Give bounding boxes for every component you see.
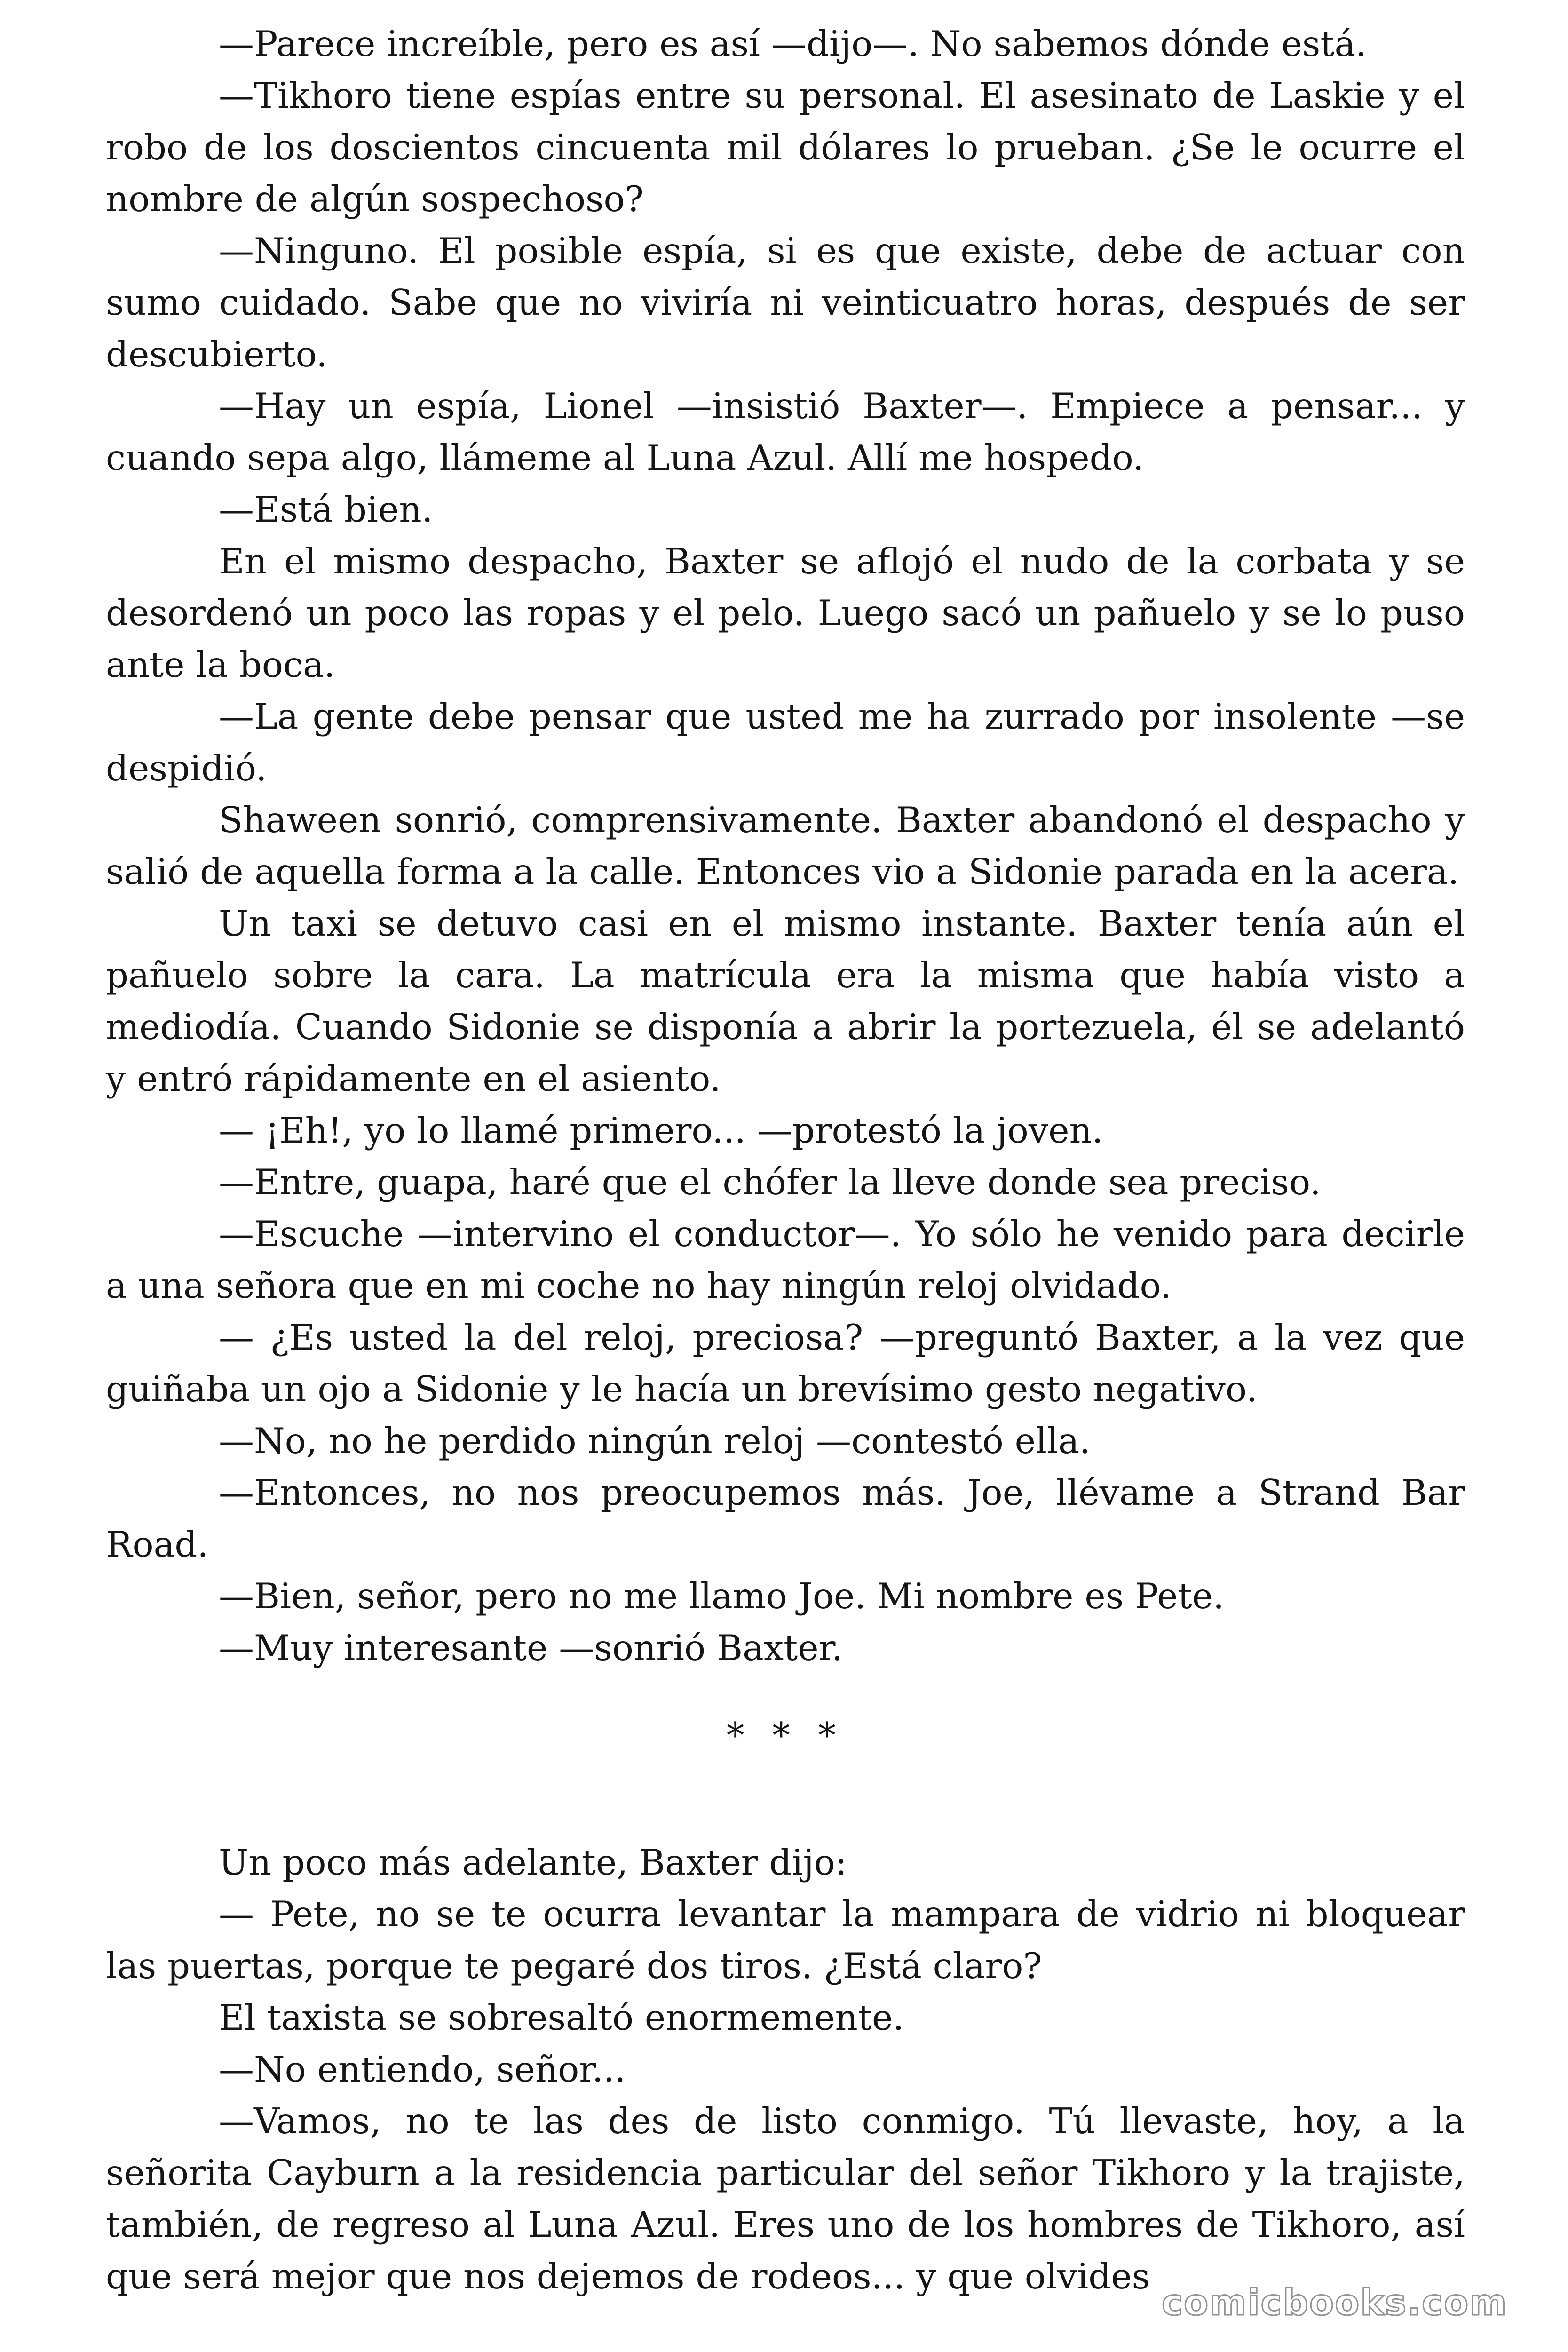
book-page (106, 18, 1465, 2302)
paragraph-19: — Pete, no se te ocurra levantar la mampara de vidrio ni bloquear las puertas, porque te pegaré dos tiros. ¿Está claro? (106, 1893, 1465, 1986)
paragraph-7: —La gente debe pensar que usted me ha zurrado por insolente —se despidió. (106, 696, 1465, 789)
paragraph-3: —Ninguno. El posible espía, si es que existe, debe de actuar con sumo cuidado. Sabe que no viviría ni veinticuatro horas, después de ser descubierto. (106, 230, 1465, 375)
paragraph-12: —Escuche —intervino el conductor—. Yo sólo he venido para decirle a una señora que en mi coche no hay ningún reloj olvidado. (106, 1213, 1465, 1306)
paragraph-14: —No, no he perdido ningún reloj —contestó ella. (219, 1420, 1091, 1462)
paragraph-20: El taxista se sobresaltó enormemente. (219, 1997, 904, 2038)
paragraph-9: Un taxi se detuvo casi en el mismo instante. Baxter tenía aún el pañuelo sobre la cara. La matrícula era la misma que había visto a mediodía. Cuando Sidonie se disponía a abrir la portezuela, él se adelantó y entró rápidamente en el asiento. (106, 903, 1465, 1099)
paragraph-6: En el mismo despacho, Baxter se aflojó el nudo de la corbata y se desordenó un poco las ropas y el pelo. Luego sacó un pañuelo y se lo puso ante la boca. (106, 540, 1465, 685)
paragraph-16: —Bien, señor, pero no me llamo Joe. Mi nombre es Pete. (219, 1575, 1224, 1617)
paragraph-4: —Hay un espía, Lionel —insistió Baxter—. Empiece a pensar... y cuando sepa algo, llámeme al Luna Azul. Allí me hospedo. (106, 385, 1465, 478)
scene-separator: * * * (726, 1715, 845, 1756)
paragraph-21: —No entiendo, señor... (219, 2049, 626, 2090)
paragraph-18: Un poco más adelante, Baxter dijo: (219, 1842, 847, 1883)
paragraph-10: — ¡Eh!, yo lo llamé primero... —protestó la joven. (219, 1110, 1103, 1151)
paragraph-22: —Vamos, no te las des de listo conmigo. Tú llevaste, hoy, a la señorita Cayburn a la residencia particular del señor Tikhoro y la trajiste, también, de regreso al Luna Azul. Eres uno de los hombres de Tikhoro, así que será mejor que nos dejemos de rodeos... y que olvides (106, 2100, 1465, 2297)
paragraph-5: —Está bien. (219, 489, 433, 530)
paragraph-11: —Entre, guapa, haré que el chófer la lleve donde sea preciso. (219, 1161, 1321, 1203)
paragraph-17: —Muy interesante —sonrió Baxter. (219, 1627, 843, 1669)
paragraph-15: —Entonces, no nos preocupemos más. Joe, llévame a Strand Bar Road. (106, 1472, 1465, 1565)
paragraph-8: Shaween sonrió, comprensivamente. Baxter abandonó el despacho y salió de aquella forma a la calle. Entonces vio a Sidonie parada en la acera. (106, 799, 1465, 892)
paragraph-2: —Tikhoro tiene espías entre su personal. El asesinato de Laskie y el robo de los doscientos cincuenta mil dólares lo prueban. ¿Se le ocurre el nombre de algún sospechoso? (106, 75, 1465, 220)
paragraph-1: —Parece increíble, pero es así —dijo—. No sabemos dónde está. (219, 23, 1367, 64)
paragraph-13: — ¿Es usted la del reloj, preciosa? —preguntó Baxter, a la vez que guiñaba un ojo a Sidonie y le hacía un brevísimo gesto negativo. (106, 1317, 1465, 1410)
watermark: comicbooks.com (1162, 2281, 1508, 2323)
